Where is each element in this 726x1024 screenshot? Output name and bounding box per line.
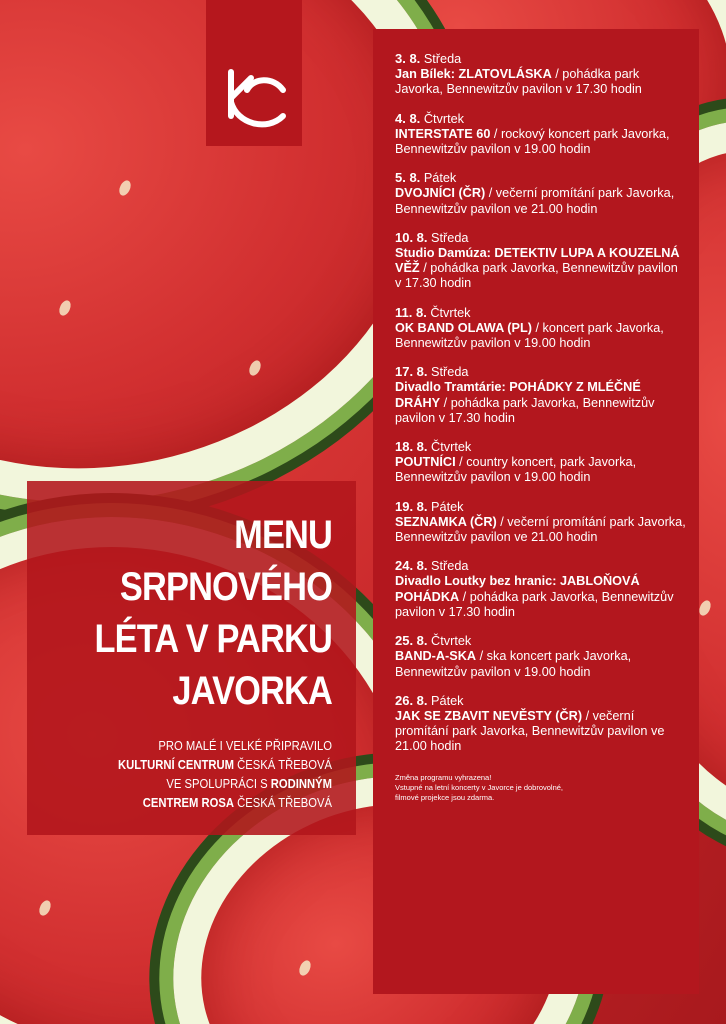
- event-day: 25. 8.: [395, 633, 428, 649]
- event-item: [395, 51, 687, 98]
- note-line: Vstupné na letní koncerty v Javorce je dobrovolné,: [395, 782, 564, 792]
- event-description: / pohádka park Javorka, Bennewitzův pavilon v 17.30 hodin: [395, 261, 678, 291]
- event-title: BAND-A-SKA: [395, 649, 477, 664]
- event-item: [395, 693, 687, 755]
- event-title: DVOJNÍCI (ČR): [395, 186, 486, 201]
- note-line: filmové projekce jsou zdarma.: [395, 792, 495, 802]
- organizer-text: [27, 737, 332, 813]
- event-date: [395, 230, 687, 246]
- event-day: 5. 8.: [395, 170, 421, 186]
- event-weekday: Středa: [427, 559, 469, 574]
- title-line: MENU: [234, 513, 332, 557]
- organizer-name: KULTURNÍ CENTRUM: [118, 758, 235, 772]
- event-weekday: Pátek: [420, 171, 457, 186]
- event-title: JAK SE ZBAVIT NEVĚSTY (ČR): [395, 708, 583, 723]
- organizer-line: PRO MALÉ I VELKÉ PŘIPRAVILO: [158, 739, 332, 753]
- event-title: INTERSTATE 60: [395, 126, 491, 141]
- event-text: [395, 380, 655, 424]
- organizer-line: VE SPOLUPRÁCI S: [166, 777, 271, 791]
- event-description: / koncert park Javorka, Bennewitzův pavilon v 19.00 hodin: [395, 320, 664, 351]
- event-day: 11. 8.: [395, 304, 427, 320]
- event-day: 17. 8.: [395, 364, 428, 380]
- program-note: [395, 773, 687, 803]
- title-panel: [27, 481, 356, 835]
- event-item: [395, 111, 687, 158]
- event-title: POUTNÍCI: [395, 455, 456, 470]
- event-weekday: Čtvrtek: [426, 305, 471, 320]
- partner-name: RODINNÝM: [270, 777, 332, 791]
- event-item: [395, 230, 687, 292]
- event-description: / rockový koncert park Javorka, Bennewitzův pavilon v 19.00 hodin: [395, 126, 670, 157]
- event-date: [395, 170, 687, 186]
- event-date: [395, 439, 687, 455]
- event-day: 26. 8.: [395, 692, 428, 708]
- event-day: 10. 8.: [395, 229, 428, 245]
- event-date: [395, 305, 687, 321]
- event-item: [395, 439, 687, 486]
- title-line: SRPNOVÉHO: [119, 565, 332, 609]
- partner-name: CENTREM ROSA: [142, 796, 235, 810]
- event-day: 19. 8.: [395, 498, 428, 514]
- event-text: [395, 455, 636, 484]
- event-item: [395, 170, 687, 217]
- event-item: [395, 364, 687, 426]
- event-text: [395, 515, 686, 544]
- kc-logo-icon: [215, 68, 293, 134]
- event-item: [395, 305, 687, 352]
- event-text: [395, 246, 680, 290]
- event-description: / pohádka park Javorka, Bennewitzův pavilon v 17.30 hodin: [395, 395, 655, 425]
- event-day: 4. 8.: [395, 110, 421, 126]
- event-title: Studio Damúza: DETEKTIV LUPA A KOUZELNÁ VĚŽ: [395, 246, 680, 276]
- event-day: 3. 8.: [395, 51, 421, 66]
- event-description: / večerní promítání park Javorka, Bennewitzův pavilon ve 21.00 hodin: [395, 708, 665, 754]
- poster-title: [27, 509, 332, 717]
- event-title: Jan Bílek: ZLATOVLÁSKA: [395, 67, 552, 82]
- event-list: [395, 51, 687, 755]
- kc-logo: [206, 0, 302, 146]
- event-weekday: Pátek: [427, 499, 464, 514]
- partner-city: ČESKÁ TŘEBOVÁ: [234, 796, 332, 810]
- title-line: LÉTA V PARKU: [94, 617, 332, 661]
- event-item: [395, 633, 687, 680]
- note-line: Změna programu vyhrazena!: [395, 772, 492, 782]
- event-description: / country koncert, park Javorka, Bennewitzův pavilon v 19.00 hodin: [395, 455, 637, 485]
- event-text: [395, 127, 670, 156]
- event-weekday: Pátek: [427, 693, 464, 708]
- event-text: [395, 574, 674, 618]
- event-description: / pohádka park Javorka, Bennewitzův pavilon v 17.30 hodin: [395, 67, 642, 97]
- event-title: OK BAND OLAWA (PL): [395, 320, 532, 335]
- event-weekday: Čtvrtek: [427, 440, 472, 455]
- program-panel: [373, 29, 699, 994]
- event-description: / pohádka park Javorka, Bennewitzův pavilon v 17.30 hodin: [395, 589, 674, 619]
- event-title: Divadlo Tramtárie: POHÁDKY Z MLÉČNÉ DRÁHY: [395, 380, 641, 410]
- event-weekday: Čtvrtek: [420, 111, 465, 126]
- event-text: [395, 186, 674, 215]
- event-date: [395, 51, 687, 67]
- event-title: Divadlo Loutky bez hranic: JABLOŇOVÁ POHÁDKA: [395, 574, 640, 604]
- event-item: [395, 499, 687, 546]
- event-weekday: Středa: [427, 365, 469, 380]
- event-day: 18. 8.: [395, 439, 428, 455]
- event-date: [395, 499, 687, 515]
- event-text: [395, 321, 664, 350]
- event-item: [395, 558, 687, 620]
- event-text: [395, 709, 664, 753]
- event-title: SEZNAMKA (ČR): [395, 514, 497, 529]
- event-description: / ska koncert park Javorka, Bennewitzův pavilon v 19.00 hodin: [395, 649, 632, 679]
- event-description: / večerní promítání park Javorka, Bennewitzův pavilon ve 21.00 hodin: [395, 514, 686, 545]
- title-line: JAVORKA: [172, 669, 332, 713]
- event-weekday: Středa: [420, 52, 462, 66]
- event-description: / večerní promítání park Javorka, Bennewitzův pavilon ve 21.00 hodin: [395, 186, 675, 216]
- event-weekday: Čtvrtek: [427, 634, 472, 649]
- organizer-city: ČESKÁ TŘEBOVÁ: [234, 758, 332, 772]
- event-date: [395, 111, 687, 127]
- event-date: [395, 558, 687, 574]
- event-text: [395, 649, 631, 678]
- event-text: [395, 67, 642, 96]
- event-date: [395, 633, 687, 649]
- event-weekday: Středa: [427, 230, 469, 245]
- event-day: 24. 8.: [395, 558, 428, 574]
- event-date: [395, 364, 687, 380]
- event-date: [395, 693, 687, 709]
